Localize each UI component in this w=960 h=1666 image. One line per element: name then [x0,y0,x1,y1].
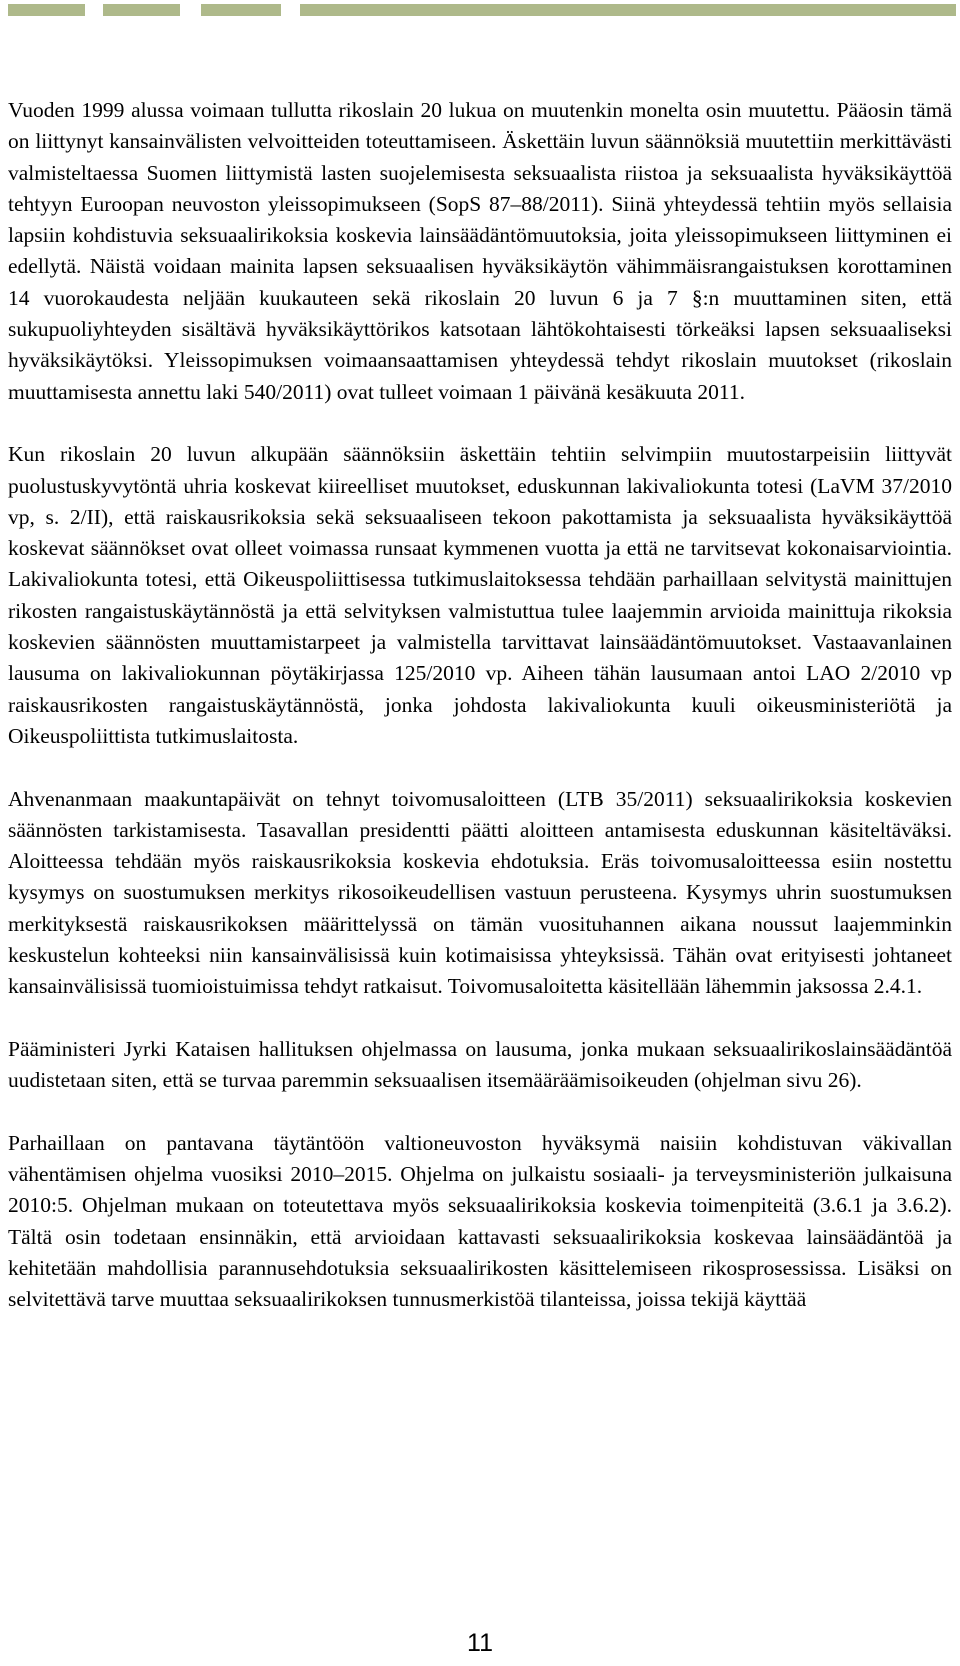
header-bar [103,4,180,16]
paragraph: Kun rikoslain 20 luvun alkupään säännöksiin äskettäin tehtiin selvimpiin muutostarpeisiin liittyvät puolustuskyvytöntä uhria koskevat kiireelliset muutokset, eduskunnan lakivaliokunta totesi (LaVM 37/2010 vp, s. 2/II), että raiskausrikoksia sekä seksuaaliseen tekoon pakottamista ja seksuaalista hyväksikäyttöä koskevat säännökset ovat olleet voimassa runsaat kymmenen vuotta ja että ne tarvitsevat kokonaisarviointia. Lakivaliokunta totesi, että Oikeuspoliittisessa tutkimuslaitoksessa tehdään parhaillaan selvitystä mainittujen rikosten rangaistuskäytännöstä ja että selvityksen valmistuttua tulee laajemmin arvioida mainittuja rikoksia koskevien säännösten muuttamistarpeet ja valmistella tarvittavat lainsäädäntömuutokset. Vastaavanlainen lausuma on lakivaliokunnan pöytäkirjassa 125/2010 vp. Aiheen tähän lausumaan antoi LAO 2/2010 vp raiskausrikosten rangaistuskäytännöstä, jonka johdosta lakivaliokunta kuuli oikeusministeriötä ja Oikeuspoliittista tutkimuslaitosta. [8,442,952,748]
paragraph: Pääministeri Jyrki Kataisen hallituksen ohjelmassa on lausuma, jonka mukaan seksuaalirikoslainsäädäntöä uudistetaan siten, että se turvaa paremmin seksuaalisen itsemääräämisoikeuden (ohjelman sivu 26). [8,1036,952,1093]
page-number: 11 [467,1629,493,1657]
header-decoration-bars [0,4,960,16]
header-bar [8,4,85,16]
header-bar [300,4,956,16]
document-body [8,95,952,1347]
header-bar [201,4,281,16]
paragraph: Ahvenanmaan maakuntapäivät on tehnyt toivomusaloitteen (LTB 35/2011) seksuaalirikoksia koskevien säännösten tarkistamisesta. Tasavallan presidentti päätti aloitteen antamisesta eduskunnan käsiteltäväksi. Aloitteessa tehdään myös raiskausrikoksia koskevia ehdotuksia. Eräs toivomusaloitteessa esiin nostettu kysymys on suostumuksen merkitys rikosoikeudellisen vastuun perusteena. Kysymys uhrin suostumuksen merkityksestä raiskausrikoksen määrittelyssä on tämän vuosituhannen aikana noussut laajemminkin keskustelun kohteeksi niin kansainvälisissä kuin kotimaisissa yhteyksissä. Tähän ovat erityisesti johtaneet kansainvälisissä tuomioistuimissa tehdyt ratkaisut. Toivomusaloitetta käsitellään lähemmin jaksossa 2.4.1. [8,786,952,999]
paragraph: Parhaillaan on pantavana täytäntöön valtioneuvoston hyväksymä naisiin kohdistuvan väkivallan vähentämisen ohjelma vuosiksi 2010–2015. Ohjelma on julkaistu sosiaali- ja terveysministeriön julkaisuna 2010:5. Ohjelman mukaan on toteutettava myös seksuaalirikoksia koskevia toimenpiteitä (3.6.1 ja 3.6.2). Tältä osin todetaan ensinnäkin, että arvioidaan kattavasti seksuaalirikoksia koskevaa lainsäädäntöä ja kehitetään mahdollisia parannusehdotuksia seksuaalirikosten käsittelemiseen rikosprosessissa. Lisäksi on selvitettävä tarve muuttaa seksuaalirikoksen tunnusmerkistöä tilanteissa, joissa tekijä käyttää [8,1130,952,1312]
paragraph: Vuoden 1999 alussa voimaan tullutta rikoslain 20 lukua on muutenkin monelta osin muutettu. Pääosin tämä on liittynyt kansainvälisten velvoitteiden toteuttamiseen. Äskettäin luvun säännöksiä muutettiin merkittävästi valmisteltaessa Suomen liittymistä lasten suojelemisesta seksuaalista riistoa ja seksuaalista hyväksikäyttöä tehtyyn Euroopan neuvoston yleissopimukseen (SopS 87–88/2011). Siinä yhteydessä tehtiin myös sellaisia lapsiin kohdistuvia seksuaalirikoksia koskevia lainsäädäntömuutoksia, joita yleissopimukseen liittyminen ei edellytä. Näistä voidaan mainita lapsen seksuaalisen hyväksikäytön vähimmäisrangaistuksen korottaminen 14 vuorokaudesta neljään kuukauteen sekä rikoslain 20 luvun 6 ja 7 §:n muuttaminen siten, että sukupuoliyhteyden sisältävä hyväksikäyttörikos katsotaan lähtökohtaisesti törkeäksi lapsen seksuaaliseksi hyväksikäytöksi. Yleissopimuksen voimaansaattamisen yhteydessä tehdyt rikoslain muutokset (rikoslain muuttamisesta annettu laki 540/2011) ovat tulleet voimaan 1 päivänä kesäkuuta 2011. [8,98,952,404]
